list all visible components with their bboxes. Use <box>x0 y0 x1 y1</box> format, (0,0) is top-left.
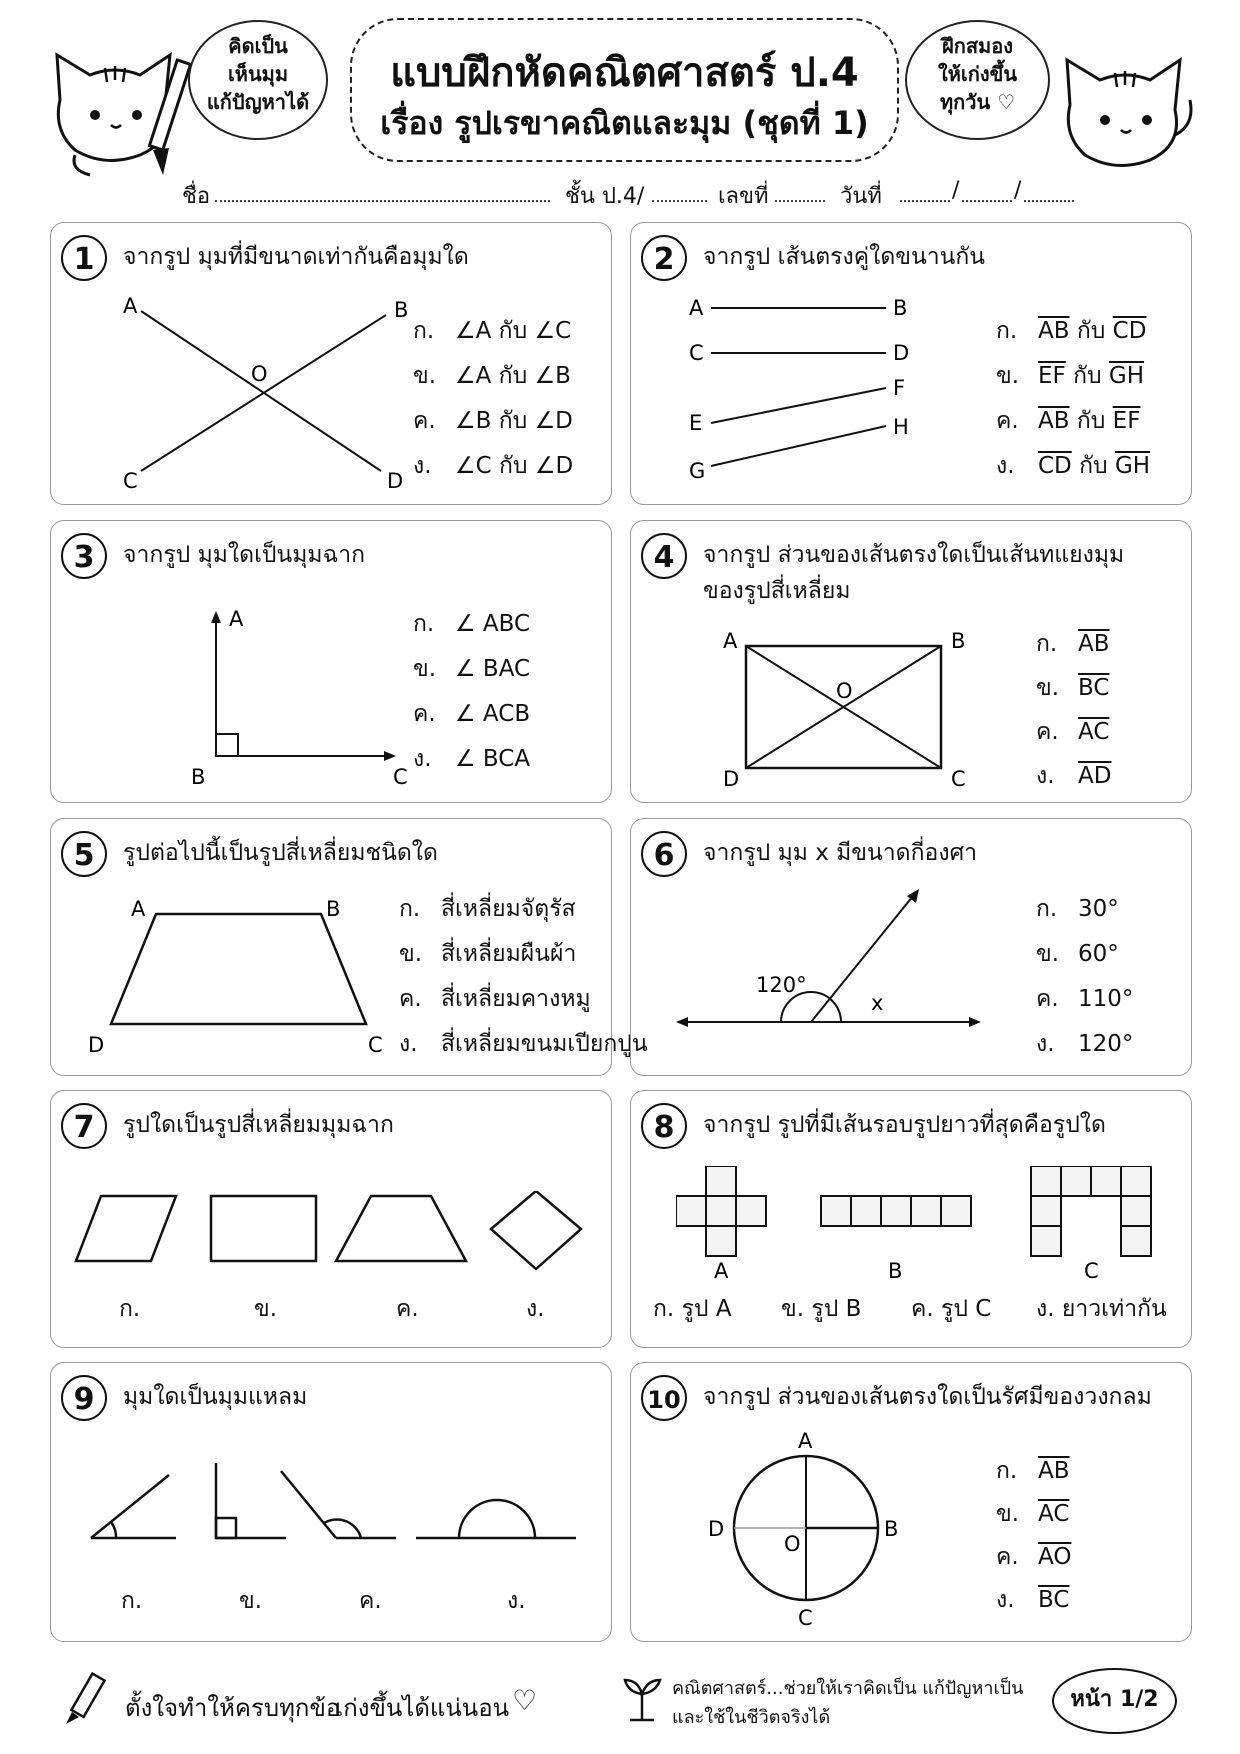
option-part: กับ <box>1073 363 1102 389</box>
option-key: ข. <box>239 1588 263 1614</box>
question-card-2 <box>630 222 1192 505</box>
right-speech-bubble <box>905 20 1050 140</box>
question-text: จากรูป รูปที่มีเส้นรอบรูปยาวที่สุดคือรูปใด <box>703 1112 1106 1138</box>
option-d[interactable] <box>996 1582 1069 1618</box>
option-key: ง. <box>413 746 432 772</box>
option-c[interactable] <box>1036 981 1133 1017</box>
label-c: C <box>798 1606 813 1630</box>
page-title: แบบฝึกหัดคณิตศาสตร์ ป.4 <box>390 50 859 96</box>
question-number: 3 <box>61 533 107 579</box>
label-b: B <box>888 1259 903 1281</box>
option-key: ง. <box>507 1588 526 1614</box>
right-bubble-line-3: ทุกวัน ♡ <box>939 90 1016 114</box>
question-text: จากรูป ส่วนของเส้นตรงใดเป็นรัศมีของวงกลม <box>703 1384 1152 1410</box>
left-bubble-line-2: เห็นมุม <box>227 62 289 86</box>
option-part: กับ <box>1076 408 1106 434</box>
option-value: รูป C <box>941 1296 992 1322</box>
rectangle-diagonals-figure <box>711 626 991 801</box>
option-value: 120° <box>1078 1031 1134 1057</box>
obtuse-angle <box>281 1471 396 1538</box>
label-c: C <box>393 765 408 789</box>
option-key: ก. <box>413 318 435 344</box>
question-number: 8 <box>641 1103 687 1149</box>
option-a[interactable] <box>1036 626 1110 662</box>
date-day-field[interactable] <box>900 180 950 202</box>
option-c[interactable] <box>413 696 530 732</box>
option-b[interactable] <box>399 936 576 972</box>
label-h: H <box>893 415 909 439</box>
supplementary-angle-figure <box>671 884 991 1054</box>
option-d[interactable] <box>399 1026 648 1062</box>
option-b[interactable] <box>781 1291 861 1327</box>
option-value: ∠ BAC <box>455 656 531 682</box>
option-key: ค. <box>399 986 422 1012</box>
label-d: D <box>88 1033 105 1057</box>
option-b[interactable] <box>254 1291 277 1327</box>
option-d[interactable] <box>507 1583 526 1619</box>
option-value: $\overline{AC}$ <box>1078 719 1110 745</box>
option-a[interactable] <box>413 606 530 642</box>
option-part: $\overline{AB}$ <box>1038 318 1070 344</box>
right-angle-figure <box>131 591 421 791</box>
parallelogram-shape <box>76 1196 176 1261</box>
option-c[interactable] <box>399 981 591 1017</box>
option-part: ∠A <box>455 318 492 344</box>
option-value: 60° <box>1078 941 1119 967</box>
option-c[interactable] <box>996 403 1140 439</box>
option-value: สี่เหลี่ยมคางหมู <box>441 986 591 1012</box>
right-bubble-line-2: ให้เก่งขึ้น <box>937 62 1017 86</box>
label-c: C <box>689 341 704 365</box>
option-part: กับ <box>498 408 528 434</box>
label-b: B <box>893 296 908 320</box>
label-b: B <box>394 298 409 322</box>
option-d[interactable] <box>413 448 573 484</box>
shape-a-cross <box>676 1166 766 1256</box>
option-value: สี่เหลี่ยมขนมเปียกปูน <box>441 1031 648 1057</box>
option-part: ∠C <box>455 453 492 479</box>
option-a[interactable] <box>399 891 576 927</box>
label-g: G <box>689 459 706 483</box>
option-value: ∠ ACB <box>455 701 531 727</box>
option-b[interactable] <box>239 1583 262 1619</box>
label-c: C <box>1084 1259 1099 1281</box>
number-label: เลขที่ <box>718 184 769 209</box>
question-text: รูปใดเป็นรูปสี่เหลี่ยมมุมฉาก <box>123 1112 394 1138</box>
option-value: $\overline{AB}$ <box>1038 1458 1070 1484</box>
option-c[interactable] <box>396 1291 419 1327</box>
option-value: $\overline{AB}$ <box>1078 631 1110 657</box>
page-number-badge <box>1052 1668 1177 1734</box>
option-value: $\overline{BC}$ <box>1078 675 1110 701</box>
page-number: หน้า 1/2 <box>1070 1687 1159 1712</box>
cat-left-illustration <box>45 30 205 180</box>
question-text: จากรูป มุมที่มีขนาดเท่ากันคือมุมใด <box>123 244 469 270</box>
option-b[interactable] <box>413 651 530 687</box>
label-o: O <box>836 679 853 703</box>
question-card-8 <box>630 1090 1192 1348</box>
option-b[interactable] <box>996 1496 1069 1532</box>
option-value: ยาวเท่ากัน <box>1061 1296 1167 1322</box>
question-card-7 <box>50 1090 612 1348</box>
label-d: D <box>893 341 910 365</box>
question-number: 1 <box>61 235 107 281</box>
option-c[interactable] <box>359 1583 382 1619</box>
option-value: 30° <box>1078 896 1119 922</box>
left-bubble-line-1: คิดเป็น <box>228 34 288 58</box>
quadrilateral-shapes-figure <box>71 1191 601 1271</box>
number-field[interactable] <box>775 180 825 202</box>
option-key: ข. <box>781 1296 805 1322</box>
question-card-4 <box>630 520 1192 803</box>
name-field[interactable] <box>215 180 550 202</box>
footer-motivation: ตั้งใจทำให้ครบทุกข้อ <box>125 1694 341 1722</box>
question-number: 7 <box>61 1103 107 1149</box>
option-key: ค. <box>1036 719 1059 745</box>
option-key: ก. <box>1036 896 1058 922</box>
question-card-9 <box>50 1362 612 1642</box>
question-text <box>703 537 1124 609</box>
name-label: ชื่อ <box>182 184 211 209</box>
option-value: $\overline{BC}$ <box>1038 1587 1070 1613</box>
option-c[interactable] <box>413 403 573 439</box>
option-part: $\overline{EF}$ <box>1112 408 1141 434</box>
option-a[interactable] <box>121 1583 142 1619</box>
label-b: B <box>191 765 206 789</box>
option-key: ค. <box>396 1296 419 1322</box>
option-part: กับ <box>498 318 528 344</box>
option-value: สี่เหลี่ยมผืนผ้า <box>441 941 577 967</box>
line-segments-figure <box>681 288 941 488</box>
question-text: จากรูป มุม x มีขนาดกี่องศา <box>703 840 978 866</box>
date-separator-1: / <box>952 178 960 203</box>
option-key: ก. <box>996 318 1018 344</box>
option-part: $\overline{AB}$ <box>1038 408 1070 434</box>
option-part: $\overline{CD}$ <box>1112 318 1147 344</box>
option-b[interactable] <box>1036 670 1109 706</box>
option-part: $\overline{GH}$ <box>1114 453 1151 479</box>
question-card-3 <box>50 520 612 803</box>
option-d[interactable] <box>1036 1026 1133 1062</box>
option-key: ค. <box>413 408 436 434</box>
option-value: $\overline{AC}$ <box>1038 1501 1070 1527</box>
option-key: ก. <box>121 1588 143 1614</box>
intersecting-lines-figure <box>111 293 421 493</box>
trapezoid-figure <box>76 889 396 1064</box>
label-b: B <box>884 1517 899 1541</box>
label-a: A <box>689 296 704 320</box>
option-part: ∠B <box>534 363 571 389</box>
trapezoid-shape <box>336 1196 466 1261</box>
date-separator-2: / <box>1014 178 1022 203</box>
label-b: B <box>326 897 341 921</box>
option-key: ก. <box>653 1296 675 1322</box>
option-key: ข. <box>1036 675 1060 701</box>
option-d[interactable] <box>526 1291 545 1327</box>
question-card-10 <box>630 1362 1192 1642</box>
option-key: ก. <box>399 896 421 922</box>
question-number: 9 <box>61 1375 107 1421</box>
option-key: ง. <box>996 1587 1015 1613</box>
date-label: วันที่ <box>840 184 882 209</box>
option-a[interactable] <box>996 313 1146 349</box>
pencil-icon <box>62 1672 112 1732</box>
option-key: ง. <box>526 1296 545 1322</box>
option-d[interactable] <box>1036 1291 1167 1327</box>
option-part: ∠A <box>455 363 492 389</box>
option-a[interactable] <box>119 1291 140 1327</box>
rectangle-shape <box>211 1196 316 1261</box>
circle-radius-figure <box>676 1418 936 1643</box>
left-speech-bubble <box>188 20 328 140</box>
date-month-field[interactable] <box>962 180 1012 202</box>
option-key: ง. <box>1036 763 1055 789</box>
option-value: สี่เหลี่ยมจัตุรัส <box>441 896 576 922</box>
class-field[interactable] <box>652 180 707 202</box>
option-part: ∠D <box>534 408 573 434</box>
option-part: กับ <box>499 453 528 479</box>
question-text: รูปต่อไปนี้เป็นรูปสี่เหลี่ยมชนิดใด <box>123 840 438 866</box>
question-number: 6 <box>641 831 687 877</box>
date-year-field[interactable] <box>1024 180 1074 202</box>
option-b[interactable] <box>413 358 571 394</box>
straight-angle <box>416 1500 576 1538</box>
question-card-1 <box>50 222 612 505</box>
label-a: A <box>723 629 738 653</box>
option-value: รูป B <box>811 1296 862 1322</box>
option-key: ข. <box>413 656 437 682</box>
rhombus-shape <box>491 1191 581 1269</box>
angle-types-figure <box>76 1443 596 1563</box>
shape-c-u <box>1031 1166 1151 1256</box>
option-part: $\overline{CD}$ <box>1038 453 1072 479</box>
label-a: A <box>131 897 146 921</box>
option-key: ค. <box>911 1296 934 1322</box>
option-part: กับ <box>498 363 528 389</box>
option-key: ข. <box>254 1296 278 1322</box>
question-text-line-2: ของรูปสี่เหลี่ยม <box>703 578 851 604</box>
option-c[interactable] <box>911 1291 991 1327</box>
label-a: A <box>798 1429 813 1453</box>
question-number: 5 <box>61 831 107 877</box>
question-text: จากรูป มุมใดเป็นมุมฉาก <box>123 542 366 568</box>
question-card-6 <box>630 818 1192 1076</box>
angle-label: 120° <box>756 973 807 997</box>
option-key: ก. <box>1036 631 1058 657</box>
option-value: ∠ BCA <box>455 746 531 772</box>
option-key: ง. <box>399 1031 418 1057</box>
label-e: E <box>689 411 703 435</box>
option-part: $\overline{EF}$ <box>1038 363 1066 389</box>
title-box <box>350 18 899 162</box>
option-value: รูป A <box>681 1296 732 1322</box>
option-value: 110° <box>1078 986 1134 1012</box>
option-key: ง. <box>1036 1031 1055 1057</box>
option-key: ค. <box>996 408 1019 434</box>
question-text-line-1: จากรูป ส่วนของเส้นตรงใดเป็นเส้นทแยงมุม <box>703 542 1125 568</box>
square-grid-shapes-figure <box>676 1166 1156 1281</box>
option-value: $\overline{AO}$ <box>1038 1544 1072 1570</box>
option-b[interactable] <box>1036 936 1119 972</box>
footer-quote-line-2: และใช้ในชีวิตจริงได้ <box>672 1707 831 1728</box>
label-d: D <box>723 767 740 791</box>
page-subtitle: เรื่อง รูปเรขาคณิตและมุม (ชุดที่ 1) <box>380 104 869 142</box>
option-key: ค. <box>1036 986 1059 1012</box>
option-key: ข. <box>413 363 437 389</box>
option-key: ค. <box>413 701 436 727</box>
question-number: 10 <box>641 1375 687 1421</box>
label-b: B <box>951 629 966 653</box>
footer-motivation-2: เก่งขึ้นได้แน่นอน <box>335 1694 510 1722</box>
option-key: ข. <box>1036 941 1060 967</box>
cat-right-illustration <box>1055 45 1205 185</box>
x-label: x <box>871 991 884 1015</box>
option-key: ง. <box>1036 1296 1055 1322</box>
label-d: D <box>708 1517 725 1541</box>
option-a[interactable] <box>653 1291 732 1327</box>
label-a: A <box>714 1259 729 1281</box>
label-f: F <box>893 376 906 400</box>
option-part: ∠D <box>534 453 574 479</box>
option-part: ∠C <box>534 318 572 344</box>
question-text: จากรูป เส้นตรงคู่ใดขนานกัน <box>703 244 986 270</box>
option-a[interactable] <box>1036 891 1119 927</box>
shape-b-row <box>821 1196 971 1226</box>
option-d[interactable] <box>413 741 530 777</box>
left-bubble-line-3: แก้ปัญหาได้ <box>206 90 310 114</box>
label-a: A <box>229 607 244 631</box>
student-info-row <box>0 170 1240 210</box>
option-part: กับ <box>1076 318 1106 344</box>
label-c: C <box>123 469 138 493</box>
option-key: ง. <box>413 453 432 479</box>
right-bubble-line-1: ฝึกสมอง <box>942 34 1013 58</box>
option-a[interactable] <box>413 313 571 349</box>
option-part: กับ <box>1079 453 1108 479</box>
option-key: ข. <box>996 1501 1020 1527</box>
option-c[interactable] <box>1036 714 1109 750</box>
option-key: ข. <box>996 363 1020 389</box>
heart-icon: ♡ <box>512 1684 538 1717</box>
label-o: O <box>251 362 268 386</box>
class-label: ชั้น ป.4/ <box>565 184 645 209</box>
question-number: 2 <box>641 235 687 281</box>
question-card-5 <box>50 818 648 1076</box>
option-value: ∠ ABC <box>455 611 531 637</box>
option-d[interactable] <box>1036 758 1111 794</box>
option-key: ง. <box>996 453 1015 479</box>
label-c: C <box>951 767 966 791</box>
acute-angle <box>91 1475 176 1538</box>
question-text: มุมใดเป็นมุมแหลม <box>123 1384 308 1410</box>
option-key: ก. <box>413 611 435 637</box>
option-value: $\overline{AD}$ <box>1078 763 1112 789</box>
option-a[interactable] <box>996 1453 1070 1489</box>
option-part: $\overline{GH}$ <box>1108 363 1145 389</box>
option-key: ค. <box>996 1544 1019 1570</box>
option-c[interactable] <box>996 1539 1071 1575</box>
label-o: O <box>784 1532 801 1556</box>
option-key: ก. <box>996 1458 1018 1484</box>
option-part: ∠B <box>455 408 492 434</box>
label-d: D <box>387 469 404 493</box>
right-angle <box>216 1463 286 1538</box>
footer-quote-line-1: คณิตศาสตร์...ช่วยให้เราคิดเป็น แก้ปัญหาเป็น <box>672 1678 1024 1699</box>
option-key: ก. <box>119 1296 141 1322</box>
option-key: ค. <box>359 1588 382 1614</box>
option-d[interactable] <box>996 448 1150 484</box>
option-b[interactable] <box>996 358 1144 394</box>
label-c: C <box>368 1033 383 1057</box>
sprout-icon <box>620 1670 665 1725</box>
label-a: A <box>123 294 138 318</box>
question-number: 4 <box>641 533 687 579</box>
option-key: ข. <box>399 941 423 967</box>
